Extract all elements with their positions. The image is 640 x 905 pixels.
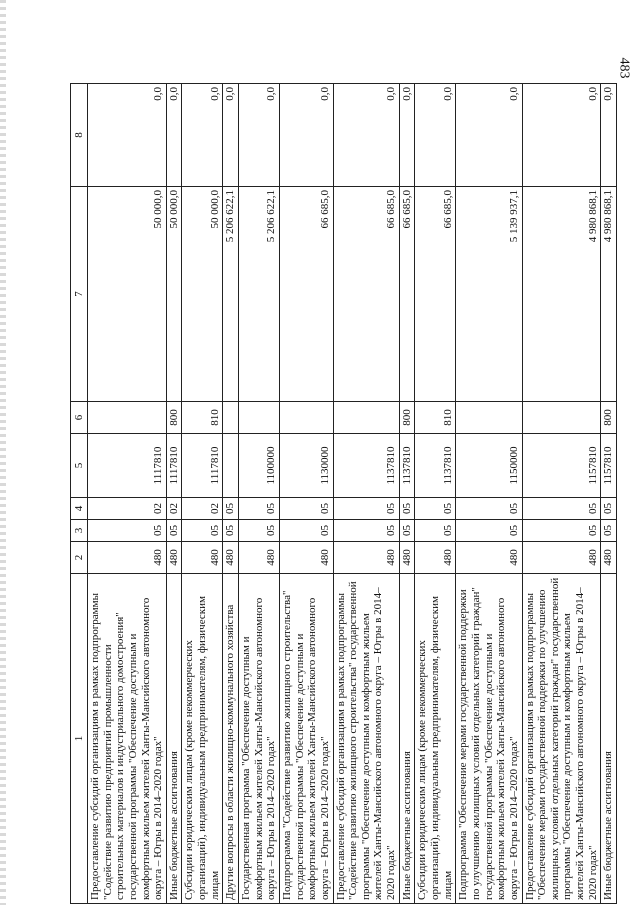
table-row xyxy=(522,84,601,904)
cell-section: 05 xyxy=(88,520,167,542)
cell-target-article: 1137810 xyxy=(399,434,415,498)
cell-section: 05 xyxy=(223,520,239,542)
table-row xyxy=(399,84,415,904)
scan-edge xyxy=(0,0,6,905)
cell-target-article: 1117810 xyxy=(88,434,167,498)
cell-amount-2: 0,0 xyxy=(223,84,239,187)
cell-subsection: 05 xyxy=(399,498,415,520)
cell-amount: 50 000,0 xyxy=(166,187,182,402)
table-row xyxy=(456,84,522,904)
cell-subsection: 02 xyxy=(88,498,167,520)
col-header-8: 8 xyxy=(71,84,88,187)
cell-amount: 4 980 868,1 xyxy=(522,187,601,402)
cell-amount-2: 0,0 xyxy=(601,84,617,187)
cell-amount-2: 0,0 xyxy=(166,84,182,187)
cell-amount: 5 206 622,1 xyxy=(223,187,239,402)
cell-amount-2: 0,0 xyxy=(279,84,333,187)
cell-expense-type: 800 xyxy=(399,402,415,434)
cell-amount-2: 0,0 xyxy=(522,84,601,187)
cell-section: 05 xyxy=(182,520,223,542)
row-description: Иные бюджетные ассигнования xyxy=(166,574,182,904)
cell-amount-2: 0,0 xyxy=(456,84,522,187)
cell-section: 05 xyxy=(239,520,280,542)
row-description: Предоставление субсидий организациям в рамках подпрограммы "Содействие развитию предприятий промышленности строительных материалов и индустриального домостроения" государственной программы "Обеспечение доступным и комфортным жильем жителей Ханты-Мансийского автономного округа – Югры в 2014–2020 годах" xyxy=(88,574,167,904)
row-description: Подпрограмма "Содействие развитию жилищного строительства" государственной программы "Обеспечение доступным и комфортным жильем жителей Ханты-Мансийского автономного округа – Югры в 2014–2020 годах" xyxy=(279,574,333,904)
cell-admin-code: 480 xyxy=(223,542,239,574)
table-row xyxy=(601,84,617,904)
table-row xyxy=(182,84,223,904)
cell-subsection: 05 xyxy=(239,498,280,520)
table-row xyxy=(88,84,167,904)
header-row xyxy=(71,84,88,904)
cell-subsection: 05 xyxy=(415,498,456,520)
cell-expense-type xyxy=(456,402,522,434)
col-header-3: 3 xyxy=(71,520,88,542)
cell-target-article: 1157810 xyxy=(522,434,601,498)
budget-table xyxy=(70,83,617,904)
cell-admin-code: 480 xyxy=(601,542,617,574)
table-row xyxy=(223,84,239,904)
cell-amount: 66 685,0 xyxy=(279,187,333,402)
cell-amount-2: 0,0 xyxy=(239,84,280,187)
row-description: Государственная программа "Обеспечение доступным и комфортным жильем жителей Ханты-Мансийского автономного округа – Югры в 2014–2020 годах" xyxy=(239,574,280,904)
cell-expense-type: 810 xyxy=(182,402,223,434)
cell-admin-code: 480 xyxy=(415,542,456,574)
rotated-table-container xyxy=(70,84,615,904)
row-description: Другие вопросы в области жилищно-коммунального хозяйства xyxy=(223,574,239,904)
cell-expense-type: 800 xyxy=(601,402,617,434)
cell-amount: 5 206 622,1 xyxy=(239,187,280,402)
cell-subsection: 05 xyxy=(522,498,601,520)
cell-amount-2: 0,0 xyxy=(333,84,399,187)
cell-subsection: 05 xyxy=(601,498,617,520)
cell-admin-code: 480 xyxy=(456,542,522,574)
cell-expense-type: 810 xyxy=(415,402,456,434)
cell-section: 05 xyxy=(279,520,333,542)
cell-subsection: 02 xyxy=(182,498,223,520)
cell-target-article: 1130000 xyxy=(279,434,333,498)
cell-amount: 4 980 868,1 xyxy=(601,187,617,402)
cell-admin-code: 480 xyxy=(88,542,167,574)
cell-admin-code: 480 xyxy=(182,542,223,574)
cell-expense-type xyxy=(333,402,399,434)
col-header-1: 1 xyxy=(71,574,88,904)
cell-amount: 5 139 937,1 xyxy=(456,187,522,402)
cell-target-article: 1137810 xyxy=(415,434,456,498)
table-row xyxy=(239,84,280,904)
cell-expense-type xyxy=(223,402,239,434)
cell-admin-code: 480 xyxy=(522,542,601,574)
cell-amount-2: 0,0 xyxy=(399,84,415,187)
cell-subsection: 05 xyxy=(333,498,399,520)
cell-expense-type: 800 xyxy=(166,402,182,434)
col-header-2: 2 xyxy=(71,542,88,574)
cell-target-article: 1137810 xyxy=(333,434,399,498)
cell-section: 05 xyxy=(456,520,522,542)
table-row xyxy=(333,84,399,904)
row-description: Предоставление субсидий организациям в рамках подпрограммы "Содействие развитию жилищного строительства" государственной программы "Обеспечение доступным и комфортным жильем жителей Ханты-Мансийского автономного округа – Югры в 2014–2020 годах" xyxy=(333,574,399,904)
cell-amount-2: 0,0 xyxy=(88,84,167,187)
cell-target-article: 1117810 xyxy=(182,434,223,498)
cell-expense-type xyxy=(239,402,280,434)
cell-admin-code: 480 xyxy=(279,542,333,574)
cell-admin-code: 480 xyxy=(399,542,415,574)
cell-amount: 50 000,0 xyxy=(88,187,167,402)
cell-amount: 66 685,0 xyxy=(415,187,456,402)
cell-subsection: 02 xyxy=(166,498,182,520)
row-description: Предоставление субсидий организациям в рамках подпрограммы "Обеспечение мерами государственной поддержки по улучшению жилищных условий отдельных категорий граждан" государственной программы "Обеспечение доступным и комфортным жильем жителей Ханты-Мансийского автономного округа – Югры в 2014–2020 годах" xyxy=(522,574,601,904)
row-description: Иные бюджетные ассигнования xyxy=(399,574,415,904)
row-description: Субсидии юридическим лицам (кроме некоммерческих организаций), индивидуальным предпринимателям, физическим лицам xyxy=(415,574,456,904)
col-header-7: 7 xyxy=(71,187,88,402)
cell-amount: 66 685,0 xyxy=(399,187,415,402)
row-description: Субсидии юридическим лицам (кроме некоммерческих организаций), индивидуальным предпринимателям, физическим лицам xyxy=(182,574,223,904)
cell-amount-2: 0,0 xyxy=(415,84,456,187)
cell-section: 05 xyxy=(399,520,415,542)
cell-target-article: 1150000 xyxy=(456,434,522,498)
cell-subsection: 05 xyxy=(223,498,239,520)
table-row xyxy=(166,84,182,904)
cell-admin-code: 480 xyxy=(333,542,399,574)
page-number: 483 xyxy=(616,57,632,79)
col-header-4: 4 xyxy=(71,498,88,520)
cell-section: 05 xyxy=(522,520,601,542)
col-header-6: 6 xyxy=(71,402,88,434)
cell-admin-code: 480 xyxy=(166,542,182,574)
row-description: Подпрограмма "Обеспечение мерами государственной поддержки по улучшению жилищных условий отдельных категорий граждан" государственной программы "Обеспечение доступным и комфортным жильем жителей Ханты-Мансийского автономного округа – Югры в 2014–2020 годах" xyxy=(456,574,522,904)
col-header-5: 5 xyxy=(71,434,88,498)
cell-expense-type xyxy=(279,402,333,434)
cell-section: 05 xyxy=(333,520,399,542)
cell-target-article: 1157810 xyxy=(601,434,617,498)
cell-subsection: 05 xyxy=(456,498,522,520)
cell-amount: 66 685,0 xyxy=(333,187,399,402)
cell-section: 05 xyxy=(601,520,617,542)
cell-target-article: 1100000 xyxy=(239,434,280,498)
cell-admin-code: 480 xyxy=(239,542,280,574)
table-row xyxy=(279,84,333,904)
row-description: Иные бюджетные ассигнования xyxy=(601,574,617,904)
cell-expense-type xyxy=(88,402,167,434)
cell-subsection: 05 xyxy=(279,498,333,520)
table-row xyxy=(415,84,456,904)
cell-expense-type xyxy=(522,402,601,434)
cell-target-article xyxy=(223,434,239,498)
cell-target-article: 1117810 xyxy=(166,434,182,498)
cell-amount-2: 0,0 xyxy=(182,84,223,187)
cell-amount: 50 000,0 xyxy=(182,187,223,402)
cell-section: 05 xyxy=(415,520,456,542)
cell-section: 05 xyxy=(166,520,182,542)
